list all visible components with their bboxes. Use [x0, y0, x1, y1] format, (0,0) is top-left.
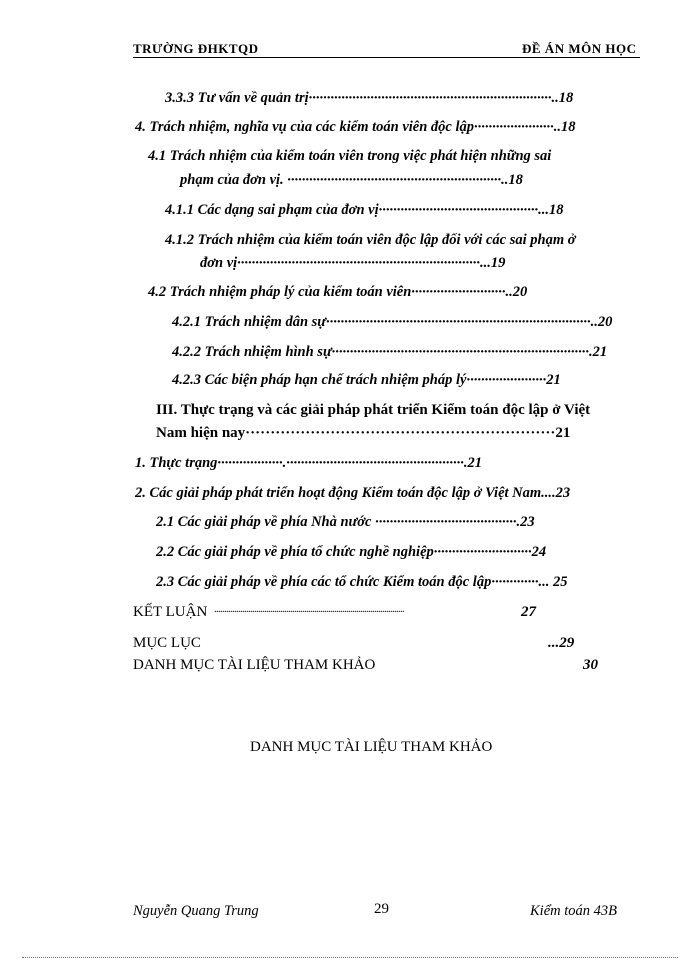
ket-luan-dots: ...............................................................................................	[214, 604, 404, 615]
toc-entry-iii-line2: Nam hiện nay······························································21	[156, 425, 571, 441]
toc-entry-2-3: 2.3 Các giải pháp về phía các tổ chức Kiểm toán độc lập·············... 25	[156, 574, 568, 590]
danh-muc-label: DANH MỤC TÀI LIỆU THAM KHẢO	[133, 657, 376, 673]
ket-luan-label: KẾT LUẬN	[133, 604, 208, 620]
header-rule	[133, 57, 640, 58]
toc-entry-4-2-2: 4.2.2 Trách nhiệm hình sự·······································································.21	[172, 344, 608, 360]
toc-entry-4-2-1: 4.2.1 Trách nhiệm dân sự·········································································..20	[172, 314, 613, 330]
header-course: ĐỀ ÁN MÔN HỌC	[522, 41, 637, 56]
section-title: DANH MỤC TÀI LIỆU THAM KHẢO	[250, 739, 493, 755]
toc-entry-1: 1. Thực trạng··················.·················································.21	[135, 455, 483, 471]
footer-author: Nguyễn Quang Trung	[133, 903, 259, 919]
toc-entry-2: 2. Các giải pháp phát triển hoạt động Kiểm toán độc lập ở Việt Nam....23	[135, 485, 571, 501]
toc-entry-4-1-2-line1: 4.1.2 Trách nhiệm của kiểm toán viên độc lập đối với các sai phạm ở	[165, 232, 576, 248]
toc-entry-4-1-line1: 4.1 Trách nhiệm của kiểm toán viên trong việc phát hiện những sai	[148, 148, 552, 164]
muc-luc-page: ...29	[548, 635, 575, 651]
header-school: TRƯỜNG ĐHKTQD	[133, 41, 259, 56]
toc-entry-2-1: 2.1 Các giải pháp về phía Nhà nước ·······································.23	[156, 514, 535, 530]
toc-entry-4-2: 4.2 Trách nhiệm pháp lý của kiểm toán viên··························..20	[148, 284, 528, 300]
ket-luan-page: 27	[521, 604, 536, 620]
footer-page-number: 29	[374, 901, 389, 917]
danh-muc-page: 30	[583, 657, 598, 673]
toc-entry-iii-line1: III. Thực trạng và các giải pháp phát triển Kiểm toán độc lập ở Việt	[156, 402, 591, 418]
toc-entry-4-2-3: 4.2.3 Các biện pháp hạn chế trách nhiệm pháp lý······················21	[172, 372, 561, 388]
toc-entry-4-1-2-line2: đơn vị···································································...19	[200, 255, 506, 271]
toc-entry-4: 4. Trách nhiệm, nghĩa vụ của các kiểm toán viên độc lập······················..18	[135, 119, 576, 135]
toc-entry-4-1-line2: phạm của đơn vị. ···························································..18	[180, 172, 523, 188]
toc-entry-3-3-3: 3.3.3 Tư vấn về quản trị···································································..18	[165, 90, 574, 106]
bottom-dotted-rule	[22, 957, 678, 958]
muc-luc-label: MỤC LỤC	[133, 635, 201, 651]
toc-entry-4-1-1: 4.1.1 Các dạng sai phạm của đơn vị············································...18	[165, 202, 564, 218]
toc-entry-2-2: 2.2 Các giải pháp về phía tổ chức nghề nghiệp···························24	[156, 544, 547, 560]
footer-class: Kiểm toán 43B	[530, 903, 617, 919]
